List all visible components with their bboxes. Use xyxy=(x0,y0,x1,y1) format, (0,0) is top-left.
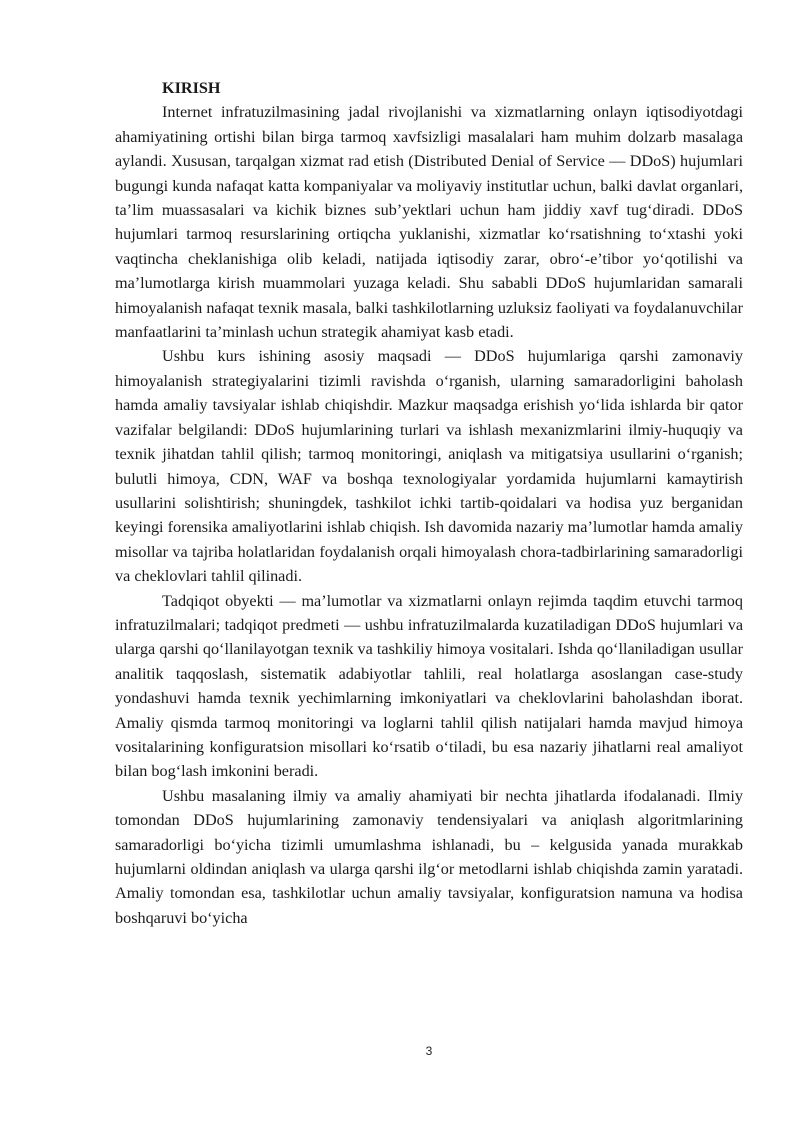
paragraph-intro: Internet infratuzilmasining jadal rivojlanishi va xizmatlarning onlayn iqtisodiyotdagi ahamiyatining ortishi bilan birga tarmoq xavfsizligi masalalari ham muhim dolzarb masalaga aylandi. Xususan, tarqalgan xizmat rad etish (Distributed Denial of Service — DDoS) hujumlari bugungi kunda nafaqat katta kompaniyalar va moliyaviy institutlar uchun, balki davlat organlari, ta’lim muassasalari va kichik biznes sub’yektlari uchun ham jiddiy xavf tug‘diradi. DDoS hujumlari tarmoq resurslarining ortiqcha yuklanishi, xizmatlar ko‘rsatishning to‘xtashi yoki vaqtincha cheklanishiga olib keladi, natijada iqtisodiy zarar, obro‘-e’tibor yo‘qotilishi va ma’lumotlarga kirish muammolari yuzaga keladi. Shu sababli DDoS hujumlaridan samarali himoyalanish nafaqat texnik masala, balki tashkilotlarning uzluksiz faoliyati va foydalanuvchilar manfaatlarini ta’minlash uchun strategik ahamiyat kasb etadi. xyxy=(115,103,743,342)
page-number: 3 xyxy=(425,1044,433,1058)
paragraph-goals: Ushbu kurs ishining asosiy maqsadi — DDoS hujumlariga qarshi zamonaviy himoyalanish strategiyalarini tizimli ravishda o‘rganish, ularning samaradorligini baholash hamda amaliy tavsiyalar ishlab chiqishdir. Mazkur maqsadga erishish yo‘lida ishlarda bir qator vazifalar belgilandi: DDoS hujumlarining turlari va ishlash mexanizmlarini ilmiy-huquqiy va texnik jihatdan tahlil qilish; tarmoq monitoringi, aniqlash va mitigatsiya usullarini o‘rganish; bulutli himoya, CDN, WAF va boshqa texnologiyalar yordamida hujumlarni kamaytirish usullarini solishtirish; shuningdek, tashkilot ichki tartib-qoidalari va hodisa yuz berganidan keyingi forensika amaliyotlarini ishlab chiqish. Ish davomida nazariy ma’lumotlar hamda amaliy misollar va tajriba holatlaridan foydalanish orqali himoyalash chora-tadbirlarining samaradorligi va cheklovlari tahlil qilinadi. xyxy=(115,347,743,586)
paragraph-significance: Ushbu masalaning ilmiy va amaliy ahamiyati bir nechta jihatlarda ifodalanadi. Ilmiy tomondan DDoS hujumlarining zamonaviy tendensiyalari va aniqlash algoritmlarining samaradorligi bo‘yicha tizimli umumlashma ishlanadi, bu – kelgusida yanada murakkab hujumlarni oldindan aniqlash va ularga qarshi ilg‘or metodlarni ishlab chiqishda zamin yaratadi. Amaliy tomondan esa, tashkilotlar uchun amaliy tavsiyalar, konfiguratsion namuna va hodisa boshqaruvi bo‘yicha xyxy=(115,786,743,927)
paragraph-object-subject: Tadqiqot obyekti — ma’lumotlar va xizmatlarni onlayn rejimda taqdim etuvchi tarmoq infratuzilmalari; tadqiqot predmeti — ushbu infratuzilmalarda kuzatiladigan DDoS hujumlari va ularga qarshi qo‘llanilayotgan texnik va tashkiliy himoya vositalari. Ishda qo‘llaniladigan usullar analitik taqqoslash, sistematik adabiyotlar tahlili, real holatlarga asoslangan case-study yondashuvi hamda texnik yechimlarning imkoniyatlari va cheklovlarini baholashdan iborat. Amaliy qismda tarmoq monitoringi va loglarni tahlil qilish natijalari hamda mavjud himoya vositalarining konfiguratsion misollari ko‘rsatib o‘tiladi, bu esa nazariy jihatlarni real amaliyot bilan bog‘lash imkonini beradi. xyxy=(115,591,743,781)
section-heading: KIRISH xyxy=(162,79,221,97)
document-page xyxy=(115,76,743,930)
